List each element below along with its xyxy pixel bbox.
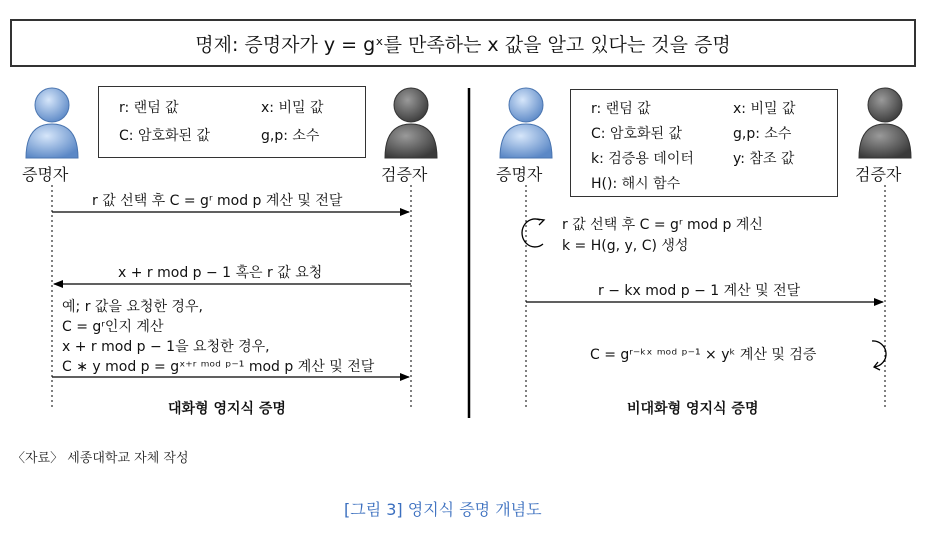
message-commit-left: r 값 선택 후 C = gʳ mod p 계산 및 전달 (92, 193, 343, 209)
legend-item: r: 랜덤 값 (119, 100, 179, 116)
prover-label-left: 증명자 (22, 165, 69, 184)
verifier-person-icon-right (859, 88, 911, 158)
message-verify-right: C = gʳ⁻ᵏˣ ᵐᵒᵈ ᵖ⁻¹ × yᵏ 계산 및 검증 (590, 347, 817, 363)
legend-item: x: 비밀 값 (733, 101, 796, 117)
prover-label-right: 증명자 (496, 165, 543, 184)
legend-item: r: 랜덤 값 (591, 101, 651, 117)
diagram-caption-left: 대화형 영지식 증명 (168, 401, 286, 417)
source-note: 〈자료〉 세종대학교 자체 작성 (12, 451, 189, 466)
message-response-line: C = gʳ인지 계산 (62, 319, 164, 335)
diagram-caption-right: 비대화형 영지식 증명 (627, 401, 759, 417)
message-response-right: r − kx mod p − 1 계산 및 전달 (598, 283, 801, 299)
legend-item: g,p: 소수 (261, 128, 320, 144)
verifier-label-right: 검증자 (855, 165, 902, 184)
verifier-label-left: 검증자 (381, 165, 428, 184)
legend-item: C: 암호화된 값 (119, 128, 211, 144)
legend-item: H(): 해시 함수 (591, 176, 681, 192)
prover-person-icon-left (26, 88, 78, 158)
message-challenge-left: x + r mod p − 1 혹은 r 값 요청 (118, 265, 323, 281)
message-self-compute-line: k = H(g, y, C) 생성 (562, 238, 689, 254)
message-self-compute-line: r 값 선택 후 C = gʳ mod p 계신 (562, 217, 763, 233)
legend-item: k: 검증용 데이터 (591, 151, 694, 167)
legend-item: g,p: 소수 (733, 126, 792, 142)
legend-item: C: 암호화된 값 (591, 126, 683, 142)
legend-item: x: 비밀 값 (261, 100, 324, 116)
message-response-line: 예; r 값을 요청한 경우, (62, 299, 203, 315)
legend-box-right (570, 89, 838, 197)
figure-caption: [그림 3] 영지식 증명 개념도 (344, 500, 542, 519)
legend-box-left (98, 86, 366, 158)
legend-item: y: 참조 값 (733, 151, 795, 167)
proposition-text: 명제: 증명자가 y = gˣ를 만족하는 x 값을 알고 있다는 것을 증명 (195, 33, 731, 56)
prover-person-icon-right (500, 88, 552, 158)
message-response-line: C ∗ y mod p = gˣ⁺ʳ ᵐᵒᵈ ᵖ⁻¹ mod p 계산 및 전달 (62, 359, 375, 375)
message-response-line: x + r mod p − 1을 요청한 경우, (62, 339, 270, 355)
verifier-person-icon-left (385, 88, 437, 158)
self-loop-prover (522, 219, 543, 247)
self-loop-verifier (872, 341, 886, 367)
